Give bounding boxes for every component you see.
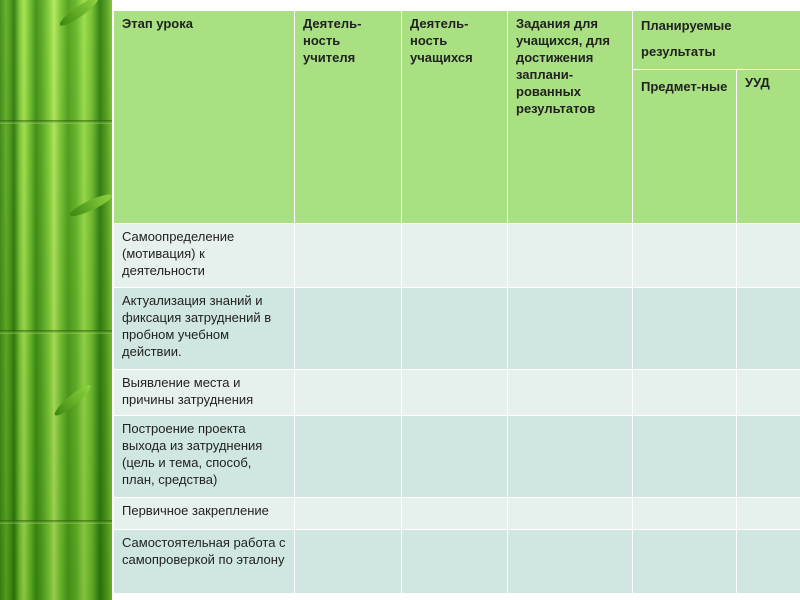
- empty-cell: [737, 288, 800, 370]
- table-row: [114, 416, 800, 498]
- table-row: [114, 288, 800, 370]
- lesson-plan-table: [113, 10, 800, 594]
- empty-cell: [633, 498, 737, 530]
- empty-cell: [737, 224, 800, 288]
- empty-cell: [508, 370, 633, 416]
- table-row: [114, 530, 800, 594]
- empty-cell: [508, 224, 633, 288]
- table-row: [114, 224, 800, 288]
- header-tasks: Задания для учащихся, для достижения заплани-рованных результатов: [508, 11, 633, 224]
- empty-cell: [737, 416, 800, 498]
- empty-cell: [633, 530, 737, 594]
- stage-cell: Первичное закрепление: [114, 498, 295, 530]
- empty-cell: [402, 416, 508, 498]
- bamboo-node: [0, 120, 112, 124]
- stage-cell: Актуализация знаний и фиксация затруднений в пробном учебном действии.: [114, 288, 295, 370]
- stage-cell: Самоопределение (мотивация) к деятельности: [114, 224, 295, 288]
- header-planned-results: Планируемые результаты: [633, 11, 800, 70]
- stage-cell: Самостоятельная работа с самопроверкой по эталону: [114, 530, 295, 594]
- empty-cell: [295, 224, 402, 288]
- table-row: [114, 370, 800, 416]
- empty-cell: [633, 224, 737, 288]
- empty-cell: [295, 530, 402, 594]
- header-stage: Этап урока: [114, 11, 295, 224]
- bamboo-node: [0, 520, 112, 524]
- empty-cell: [295, 370, 402, 416]
- empty-cell: [508, 498, 633, 530]
- stage-cell: Выявление места и причины затруднения: [114, 370, 295, 416]
- bamboo-shade: [0, 0, 112, 600]
- empty-cell: [295, 288, 402, 370]
- header-student-activity: Деятель- ность учащихся: [402, 11, 508, 224]
- empty-cell: [295, 498, 402, 530]
- empty-cell: [402, 498, 508, 530]
- stage-cell: Построение проекта выхода из затруднения (цель и тема, способ, план, средства): [114, 416, 295, 498]
- empty-cell: [508, 530, 633, 594]
- table-row: [114, 498, 800, 530]
- empty-cell: [402, 530, 508, 594]
- empty-cell: [737, 370, 800, 416]
- empty-cell: [402, 224, 508, 288]
- empty-cell: [737, 498, 800, 530]
- header-uud: УУД: [737, 70, 800, 224]
- empty-cell: [633, 370, 737, 416]
- bamboo-node: [0, 330, 112, 334]
- empty-cell: [737, 530, 800, 594]
- empty-cell: [402, 370, 508, 416]
- header-subject-results: Предмет-ные: [633, 70, 737, 224]
- empty-cell: [633, 416, 737, 498]
- header-teacher-activity: Деятель- ность учителя: [295, 11, 402, 224]
- empty-cell: [402, 288, 508, 370]
- empty-cell: [633, 288, 737, 370]
- empty-cell: [295, 416, 402, 498]
- empty-cell: [508, 416, 633, 498]
- empty-cell: [508, 288, 633, 370]
